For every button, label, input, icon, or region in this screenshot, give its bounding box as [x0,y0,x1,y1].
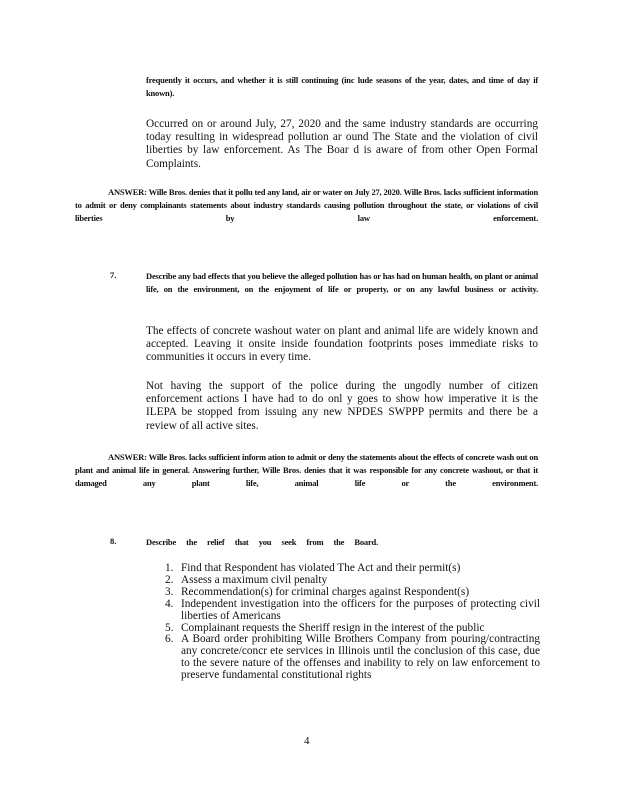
question-8-number [110,536,116,546]
relief-item [165,599,540,623]
relief-item-number: 3. [165,585,174,598]
question-7-text: Describe any bad effects that you believe the alleged pollution has or has had on human health, on plant or animal life, on the environment, on the enjoyment of life or property, or on any lawful business or activity. [146,271,538,294]
answer-6 [75,186,538,225]
question-8-number-text: 8. [110,536,117,546]
relief-item-text: Assess a maximum civil penalty [181,573,328,586]
answer-6-text: Wille Bros. denies that it pollu ted any land, air or water on July 27, 2020. Wille Bros. lacks sufficient information to admit or deny complainants statements about industry standards causing pollution throughout the state, or violations of civil liberties by law enforcement. [75,187,538,223]
relief-item-number: 6. [165,633,174,646]
relief-item [165,634,540,682]
response-7b [146,380,538,433]
relief-item-text: Complainant requests the Sheriff resign in the interest of the public [181,621,485,634]
question-6-tail-text: frequently it occurs, and whether it is still continuing (inc lude seasons of the year, dates, and time of day if known). [146,75,538,98]
answer-6-label: ANSWER: [108,187,147,197]
question-8-text: Describe the relief that you seek from the Board. [146,537,378,547]
question-7-number [110,270,116,280]
relief-item-number: 5. [165,621,174,634]
answer-7-text: Wille Bros. lacks sufficient inform ation to admit or deny the statements about the effects of concrete wash out on plant and animal life in general. Answering further, Wille Bros. denies that it was responsible for any concrete washout, or that it damaged any plant life, animal life or the environment. [75,452,538,488]
relief-item-text: Recommendation(s) for criminal charges against Respondent(s) [181,585,470,598]
response-6 [146,118,538,171]
relief-item-number: 4. [165,597,174,610]
question-6-tail [146,74,538,100]
question-7-number-text: 7. [110,270,117,280]
response-7a [146,325,538,365]
response-6-text: Occurred on or around July, 27, 2020 and the same industry standards are occurring today resulting in widespread pollution ar ound The State and the violation of civil liberties by law enforcement. As The Boar d is aware of from other Open Formal Complaints. [146,118,538,170]
answer-7 [75,451,538,490]
answer-7-label: ANSWER: [108,452,147,462]
response-7b-text: Not having the support of the police during the ungodly number of citizen enforcement actions I have had to do onl y goes to show how imperative it is the ILEPA be stopped from issuing any new NPDES SWPPP permits and there be a review of all active sites. [146,380,538,432]
response-7a-text: The effects of concrete washout water on plant and animal life are widely known and accepted. Leaving it onsite inside foundation footprints poses immediate risks to communities it occurs in every time. [146,325,538,364]
relief-item-number: 2. [165,573,174,586]
relief-item-text: Find that Respondent has violated The Act and their permit(s) [181,562,461,574]
question-8 [146,536,378,549]
question-7 [146,270,538,296]
relief-item-text: Independent investigation into the officers for the purposes of protecting civil liberties of Americans [181,597,540,622]
page-number: 4 [304,735,310,747]
relief-item-number: 1. [165,562,174,574]
relief-item-text: A Board order prohibiting Wille Brothers Company from pouring/contracting any concrete/concr ete services in Illinois until the conclusion of this case, due to the severe nature of the offenses and inability to rely on law enforcement to preserve fundamental constitutional rights [181,633,540,682]
relief-list [165,563,540,682]
